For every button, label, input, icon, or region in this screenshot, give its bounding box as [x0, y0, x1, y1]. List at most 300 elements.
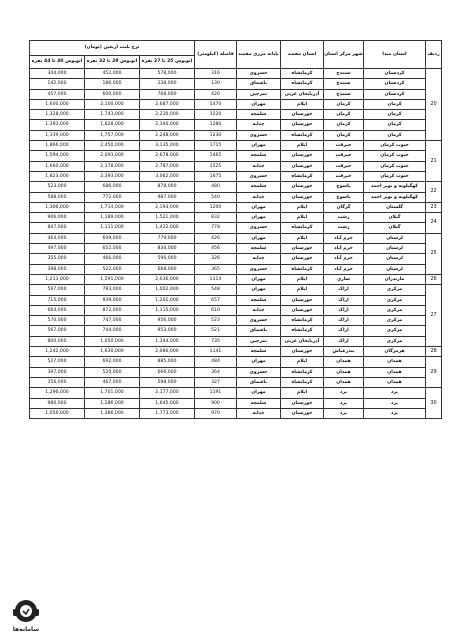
cell-fare-a: 2,086,000 — [140, 347, 195, 357]
row-group-number: 28 — [426, 347, 442, 357]
cell-border-terminal: باشماق — [237, 377, 281, 387]
table-row — [30, 182, 442, 192]
cell-fare-c: 356,000 — [30, 377, 85, 387]
cell-fare-c: 397,000 — [30, 367, 85, 377]
row-group-number: 22 — [426, 182, 442, 203]
cell-fare-a: 768,000 — [140, 89, 195, 99]
cell-border-terminal: مهران — [237, 285, 281, 295]
cell-origin-center: جیرفت — [324, 161, 364, 171]
table-row — [30, 161, 442, 171]
row-group-number: 25 — [426, 233, 442, 274]
cell-border-terminal: شلمچه — [237, 347, 281, 357]
cell-fare-b: 1,828,000 — [85, 120, 140, 130]
table-row — [30, 377, 442, 387]
cell-border-terminal: مهران — [237, 141, 281, 151]
cell-fare-a: 987,000 — [140, 192, 195, 202]
cell-border-terminal: چذابه — [237, 408, 281, 418]
cell-origin-center: رشت — [324, 213, 364, 223]
table-row — [30, 130, 442, 140]
cell-dest-province: خوزستان — [281, 161, 324, 171]
cell-dest-province: ایلام — [281, 202, 324, 212]
cell-origin-province: جنوب کرمان — [364, 141, 426, 151]
cell-fare-b: 872,000 — [85, 305, 140, 315]
cell-fare-a: 2,248,000 — [140, 130, 195, 140]
cell-origin-center: یزد — [324, 388, 364, 398]
cell-fare-c: 142,000 — [30, 79, 85, 89]
table-row — [30, 89, 442, 99]
cell-distance: 1141 — [195, 347, 237, 357]
cell-origin-center: اراک — [324, 336, 364, 346]
cell-fare-c: 1,594,000 — [30, 151, 85, 161]
cell-fare-b: 1,630,000 — [85, 347, 140, 357]
cell-fare-a: 956,000 — [140, 316, 195, 326]
table-row — [30, 244, 442, 254]
cell-dest-province: خوزستان — [281, 305, 324, 315]
header-fare-c: اتوبوس 40 تا 44 نفره — [30, 56, 85, 69]
cell-dest-province: خوزستان — [281, 120, 324, 130]
table-row — [30, 316, 442, 326]
cell-origin-province: کردستان — [364, 89, 426, 99]
cell-dest-province: خوزستان — [281, 295, 324, 305]
cell-origin-center: یزد — [324, 408, 364, 418]
cell-origin-center: جیرفت — [324, 171, 364, 181]
cell-fare-c: 1,306,000 — [30, 202, 85, 212]
cell-fare-b: 1,591,000 — [85, 274, 140, 284]
cell-fare-a: 779,000 — [140, 233, 195, 243]
cell-origin-center: کرمان — [324, 130, 364, 140]
cell-dest-province: کرمانشاه — [281, 79, 324, 89]
cell-distance: 1230 — [195, 130, 237, 140]
cell-fare-a: 238,000 — [140, 79, 195, 89]
cell-fare-b: 609,000 — [85, 233, 140, 243]
cell-fare-a: 2,678,000 — [140, 151, 195, 161]
cell-origin-province: کرمان — [364, 130, 426, 140]
cell-origin-center: رشت — [324, 223, 364, 233]
cell-fare-a: 1,773,000 — [140, 408, 195, 418]
row-group-number: 20 — [426, 69, 442, 141]
cell-border-terminal: چذابه — [237, 120, 281, 130]
cell-fare-b: 783,000 — [85, 285, 140, 295]
header-origin-center: شهر مرکز استان — [324, 41, 364, 69]
cell-origin-center: همدان — [324, 357, 364, 367]
cell-origin-center: سنندج — [324, 79, 364, 89]
cell-dest-province: کرمانشاه — [281, 316, 324, 326]
cell-fare-b: 186,000 — [85, 79, 140, 89]
cell-dest-province: خوزستان — [281, 192, 324, 202]
cell-origin-province: یزد — [364, 398, 426, 408]
cell-border-terminal: تمرچین — [237, 89, 281, 99]
cell-dest-province: ایلام — [281, 357, 324, 367]
cell-fare-c: 1,866,000 — [30, 141, 85, 151]
cell-fare-b: 1,189,000 — [85, 213, 140, 223]
cell-origin-center: سنندج — [324, 89, 364, 99]
cell-distance: 521 — [195, 326, 237, 336]
table-row — [30, 408, 442, 418]
cell-fare-a: 1,002,000 — [140, 285, 195, 295]
cell-border-terminal: مهران — [237, 274, 281, 284]
table-row — [30, 223, 442, 233]
cell-fare-a: 2,036,000 — [140, 274, 195, 284]
cell-border-terminal: مهران — [237, 233, 281, 243]
cell-fare-b: 692,000 — [85, 357, 140, 367]
cell-dest-province: کرمانشاه — [281, 69, 324, 79]
cell-border-terminal: خسروی — [237, 367, 281, 377]
cell-origin-center: یزد — [324, 398, 364, 408]
cell-fare-a: 598,000 — [140, 377, 195, 387]
table-row — [30, 141, 442, 151]
cell-origin-center: جیرفت — [324, 141, 364, 151]
cell-fare-c: 800,000 — [30, 336, 85, 346]
cell-dest-province: ایلام — [281, 213, 324, 223]
cell-origin-province: گیلان — [364, 223, 426, 233]
table-row — [30, 192, 442, 202]
cell-fare-c: 847,000 — [30, 223, 85, 233]
cell-fare-c: 1,600,000 — [30, 99, 85, 109]
header-border: پایانه مرزی مقصد — [237, 41, 281, 69]
cell-fare-c: 980,000 — [30, 398, 85, 408]
table-row — [30, 79, 442, 89]
cell-origin-province: هرمزگان — [364, 347, 426, 357]
cell-distance: 1525 — [195, 161, 237, 171]
cell-distance: 326 — [195, 254, 237, 264]
cell-fare-b: 1,714,000 — [85, 202, 140, 212]
cell-origin-center: ساری — [324, 274, 364, 284]
cell-origin-province: کرمان — [364, 99, 426, 109]
cell-border-terminal: مهران — [237, 202, 281, 212]
cell-origin-province: همدان — [364, 367, 426, 377]
cell-distance: 1200 — [195, 202, 237, 212]
row-group-number: 26 — [426, 274, 442, 284]
cell-origin-center: خرم آباد — [324, 264, 364, 274]
cell-origin-center: یاسوج — [324, 192, 364, 202]
cell-fare-b: 1,286,000 — [85, 398, 140, 408]
cell-fare-b: 744,000 — [85, 326, 140, 336]
cell-dest-province: خوزستان — [281, 347, 324, 357]
cell-fare-a: 1,422,000 — [140, 223, 195, 233]
cell-distance: 480 — [195, 182, 237, 192]
cell-origin-province: کرمان — [364, 120, 426, 130]
cell-fare-b: 2,100,000 — [85, 99, 140, 109]
row-group-number: 29 — [426, 357, 442, 388]
cell-origin-province: کرمان — [364, 110, 426, 120]
fare-table — [29, 40, 442, 419]
cell-origin-center: کرمان — [324, 120, 364, 130]
cell-dest-province: کرمانشاه — [281, 326, 324, 336]
cell-distance: 1280 — [195, 120, 237, 130]
cell-dest-province: کرمانشاه — [281, 171, 324, 181]
table-row — [30, 110, 442, 120]
cell-fare-a: 666,000 — [140, 367, 195, 377]
cell-fare-c: 567,000 — [30, 326, 85, 336]
cell-fare-a: 2,177,000 — [140, 388, 195, 398]
cell-distance: 130 — [195, 79, 237, 89]
cell-distance: 778 — [195, 223, 237, 233]
table-row — [30, 347, 442, 357]
cell-origin-province: گیلان — [364, 213, 426, 223]
cell-dest-province: ایلام — [281, 274, 324, 284]
cell-dest-province: کرمانشاه — [281, 223, 324, 233]
cell-dest-province: خوزستان — [281, 254, 324, 264]
cell-fare-a: 2,193,000 — [140, 202, 195, 212]
cell-border-terminal: خسروی — [237, 69, 281, 79]
cell-border-terminal: خسروی — [237, 316, 281, 326]
table-row — [30, 99, 442, 109]
cell-fare-b: 466,000 — [85, 254, 140, 264]
cell-fare-b: 747,000 — [85, 316, 140, 326]
cell-border-terminal: شلمچه — [237, 151, 281, 161]
cell-distance: 832 — [195, 213, 237, 223]
cell-fare-b: 1,050,000 — [85, 336, 140, 346]
cell-distance: 456 — [195, 244, 237, 254]
cell-dest-province: خوزستان — [281, 151, 324, 161]
cell-fare-a: 885,000 — [140, 357, 195, 367]
cell-origin-province: مازندران — [364, 274, 426, 284]
cell-border-terminal: چذابه — [237, 254, 281, 264]
cell-border-terminal: باشماق — [237, 79, 281, 89]
cell-distance: 484 — [195, 357, 237, 367]
cell-distance: 1191 — [195, 388, 237, 398]
header-row — [30, 41, 442, 56]
table-row — [30, 367, 442, 377]
table-row — [30, 388, 442, 398]
cell-fare-a: 1,521,000 — [140, 213, 195, 223]
cell-fare-c: 597,000 — [30, 285, 85, 295]
cell-dest-province: خوزستان — [281, 244, 324, 254]
header-fare-a: اتوبوس 25 تا 27 نفره — [140, 56, 195, 69]
cell-fare-c: 1,328,000 — [30, 110, 85, 120]
cell-fare-c: 588,000 — [30, 192, 85, 202]
cell-origin-center: کرمان — [324, 99, 364, 109]
cell-fare-a: 1,201,000 — [140, 295, 195, 305]
cell-dest-province: خوزستان — [281, 408, 324, 418]
cell-fare-c: 1,242,000 — [30, 347, 85, 357]
cell-fare-a: 3,062,000 — [140, 171, 195, 181]
cell-distance: 735 — [195, 336, 237, 346]
table-row — [30, 398, 442, 408]
cell-origin-province: یزد — [364, 388, 426, 398]
cell-distance: 523 — [195, 316, 237, 326]
cell-fare-c: 355,000 — [30, 254, 85, 264]
cell-origin-center: اراک — [324, 305, 364, 315]
cell-fare-b: 1,743,000 — [85, 110, 140, 120]
cell-border-terminal: باشماق — [237, 326, 281, 336]
header-origin-province: استان مبدا — [364, 41, 426, 69]
cell-fare-b: 467,000 — [85, 377, 140, 387]
cell-distance: 420 — [195, 89, 237, 99]
table-row — [30, 120, 442, 130]
row-group-number: 21 — [426, 141, 442, 182]
cell-fare-a: 1,645,000 — [140, 398, 195, 408]
cell-border-terminal: شلمچه — [237, 398, 281, 408]
cell-dest-province: کرمانشاه — [281, 264, 324, 274]
cell-origin-center: جیرفت — [324, 151, 364, 161]
cell-fare-c: 1,296,000 — [30, 388, 85, 398]
cell-border-terminal: شلمچه — [237, 244, 281, 254]
cell-fare-a: 2,687,000 — [140, 99, 195, 109]
cell-origin-center: همدان — [324, 367, 364, 377]
header-row-number: ردیف — [426, 41, 442, 69]
cell-origin-province: کردستان — [364, 69, 426, 79]
cell-distance: 610 — [195, 305, 237, 315]
cell-distance: 327 — [195, 377, 237, 387]
cell-fare-a: 3,135,000 — [140, 141, 195, 151]
cell-dest-province: کرمانشاه — [281, 367, 324, 377]
table-row — [30, 274, 442, 284]
cell-fare-b: 939,000 — [85, 295, 140, 305]
cell-origin-province: لرستان — [364, 264, 426, 274]
cell-fare-c: 1,056,000 — [30, 408, 85, 418]
cell-fare-b: 1,757,000 — [85, 130, 140, 140]
cell-distance: 316 — [195, 69, 237, 79]
table-row — [30, 69, 442, 79]
cell-fare-a: 578,000 — [140, 69, 195, 79]
cell-fare-b: 652,000 — [85, 244, 140, 254]
row-group-number: 23 — [426, 202, 442, 212]
cell-distance: 657 — [195, 295, 237, 305]
cell-border-terminal: شلمچه — [237, 295, 281, 305]
cell-fare-c: 457,000 — [30, 89, 85, 99]
table-row — [30, 357, 442, 367]
cell-distance: 900 — [195, 398, 237, 408]
cell-fare-b: 686,000 — [85, 182, 140, 192]
table-row — [30, 326, 442, 336]
cell-origin-center: اراک — [324, 295, 364, 305]
cell-distance: 1675 — [195, 171, 237, 181]
cell-fare-c: 715,000 — [30, 295, 85, 305]
header-dest-province: استان مقصد — [281, 41, 324, 69]
table-row — [30, 254, 442, 264]
row-group-number: 24 — [426, 213, 442, 234]
cell-origin-province: یزد — [364, 408, 426, 418]
cell-border-terminal: چذابه — [237, 305, 281, 315]
cell-fare-b: 772,000 — [85, 192, 140, 202]
cell-dest-province: کرمانشاه — [281, 377, 324, 387]
cell-origin-center: اراک — [324, 316, 364, 326]
cell-origin-province: کهگیلویه و بویر احمد — [364, 192, 426, 202]
cell-origin-center: یاسوج — [324, 182, 364, 192]
cell-border-terminal: تمرچین — [237, 336, 281, 346]
cell-fare-b: 2,178,000 — [85, 161, 140, 171]
cell-border-terminal: خسروی — [237, 130, 281, 140]
cell-dest-province: کرمانشاه — [281, 130, 324, 140]
fare-table-body — [30, 69, 442, 419]
cell-origin-center: خرم آباد — [324, 254, 364, 264]
header-distance: فاصله (کیلومتر) — [195, 41, 237, 69]
table-row — [30, 233, 442, 243]
table-row — [30, 336, 442, 346]
cell-distance: 426 — [195, 233, 237, 243]
header-fare-b: اتوبوس 29 تا 32 نفره — [85, 56, 140, 69]
cell-origin-province: مرکزی — [364, 336, 426, 346]
cell-fare-b: 1,386,000 — [85, 408, 140, 418]
cell-origin-province: گلستان — [364, 202, 426, 212]
cell-origin-province: جنوب کرمان — [364, 171, 426, 181]
cell-fare-c: 1,660,000 — [30, 161, 85, 171]
cell-fare-b: 1,701,000 — [85, 388, 140, 398]
cell-fare-a: 2,230,000 — [140, 110, 195, 120]
cell-origin-center: سنندج — [324, 69, 364, 79]
cell-origin-center: گرگان — [324, 202, 364, 212]
cell-fare-c: 398,000 — [30, 264, 85, 274]
cell-distance: 364 — [195, 367, 237, 377]
cell-distance: 1114 — [195, 274, 237, 284]
cell-origin-province: مرکزی — [364, 316, 426, 326]
cell-dest-province: آذربایجان غربی — [281, 336, 324, 346]
cell-origin-province: همدان — [364, 357, 426, 367]
cell-fare-a: 668,000 — [140, 264, 195, 274]
cell-origin-province: لرستان — [364, 244, 426, 254]
table-row — [30, 202, 442, 212]
cell-fare-c: 1,339,000 — [30, 130, 85, 140]
cell-origin-province: مرکزی — [364, 285, 426, 295]
cell-fare-c: 906,000 — [30, 213, 85, 223]
cell-origin-center: بندرعباس — [324, 347, 364, 357]
cell-distance: 548 — [195, 285, 237, 295]
cell-fare-c: 527,000 — [30, 357, 85, 367]
cell-fare-a: 2,340,000 — [140, 120, 195, 130]
table-row — [30, 264, 442, 274]
cell-fare-a: 596,000 — [140, 254, 195, 264]
cell-border-terminal: چذابه — [237, 192, 281, 202]
cell-fare-c: 497,000 — [30, 244, 85, 254]
cell-border-terminal: مهران — [237, 357, 281, 367]
cell-fare-b: 1,111,000 — [85, 223, 140, 233]
cell-dest-province: ایلام — [281, 141, 324, 151]
cell-fare-c: 523,000 — [30, 182, 85, 192]
cell-fare-c: 464,000 — [30, 233, 85, 243]
cell-dest-province: آذربایجان غربی — [281, 89, 324, 99]
cell-origin-center: اراک — [324, 285, 364, 295]
cell-origin-province: لرستان — [364, 254, 426, 264]
cell-origin-center: همدان — [324, 377, 364, 387]
cell-dest-province: ایلام — [281, 99, 324, 109]
cell-dest-province: ایلام — [281, 388, 324, 398]
cell-distance: 1470 — [195, 99, 237, 109]
cell-border-terminal: مهران — [237, 388, 281, 398]
cell-origin-province: مرکزی — [364, 295, 426, 305]
row-group-number: 27 — [426, 285, 442, 347]
cell-border-terminal: چذابه — [237, 161, 281, 171]
cell-fare-b: 2,450,000 — [85, 141, 140, 151]
cell-dest-province: ایلام — [281, 233, 324, 243]
cell-origin-center: کرمان — [324, 110, 364, 120]
cell-border-terminal: مهران — [237, 213, 281, 223]
cell-fare-a: 878,000 — [140, 182, 195, 192]
cell-origin-center: خرم آباد — [324, 233, 364, 243]
cell-distance: 1465 — [195, 151, 237, 161]
cell-fare-b: 522,000 — [85, 264, 140, 274]
cell-fare-c: 1,213,000 — [30, 274, 85, 284]
cell-fare-a: 953,000 — [140, 326, 195, 336]
table-row — [30, 151, 442, 161]
cell-fare-c: 1,393,000 — [30, 120, 85, 130]
cell-fare-c: 344,000 — [30, 69, 85, 79]
cell-dest-province: خوزستان — [281, 398, 324, 408]
table-row — [30, 171, 442, 181]
cell-distance: 970 — [195, 408, 237, 418]
cell-origin-center: خرم آباد — [324, 244, 364, 254]
cell-distance: 1715 — [195, 141, 237, 151]
cell-fare-a: 834,000 — [140, 244, 195, 254]
cell-origin-center: اراک — [324, 326, 364, 336]
cell-origin-province: جنوب کرمان — [364, 151, 426, 161]
cell-dest-province: خوزستان — [281, 110, 324, 120]
cell-border-terminal: خسروی — [237, 171, 281, 181]
cell-origin-province: لرستان — [364, 233, 426, 243]
cell-fare-a: 2,787,000 — [140, 161, 195, 171]
cell-fare-b: 520,000 — [85, 367, 140, 377]
cell-origin-province: جنوب کرمان — [364, 161, 426, 171]
